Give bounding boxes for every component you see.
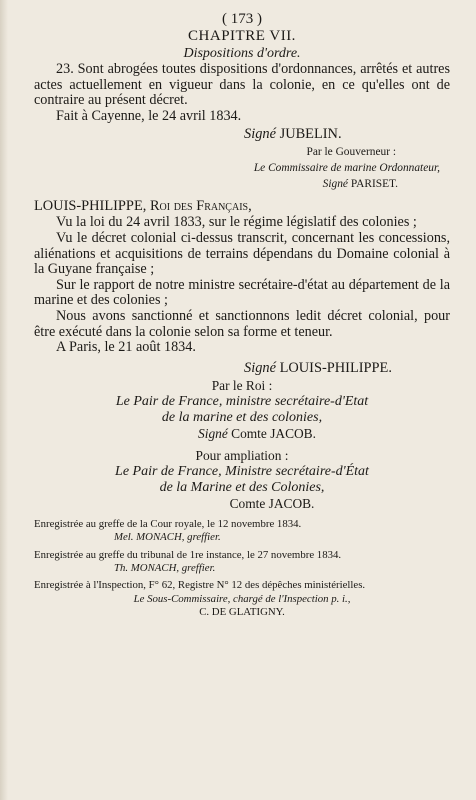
ampliation-name: Comte JACOB.: [229, 495, 315, 511]
signature-jubelin: [34, 124, 450, 144]
commissaire-role: Le Commissaire de marine Ordonnateur,: [253, 162, 440, 175]
by-king: Par le Roi :: [211, 377, 273, 393]
page-gutter: [0, 0, 8, 800]
by-governor: Par le Gouverneur :: [306, 146, 396, 159]
signer-name: LOUIS-PHILIPPE.: [279, 359, 392, 376]
registration-inspection: Enregistrée à l'Inspection, F° 62, Registre N° 12 des dépêches ministérielles.: [34, 579, 366, 592]
king-title: Roi des Français,: [149, 198, 252, 215]
signer-name: PARISET.: [350, 178, 398, 191]
registration-inspection-sign: Le Sous-Commissaire, chargé de l'Inspection p. i.,: [133, 592, 351, 605]
fait-line: Fait à Cayenne, le 24 avril 1834.: [56, 107, 242, 124]
signed-label: Signé: [322, 178, 348, 191]
signature-louis-philippe: [34, 358, 450, 378]
ampliation-role-line-2: de la Marine et des Colonies,: [159, 479, 325, 495]
page-number: ( 173 ): [222, 11, 262, 27]
signature-jacob: [34, 426, 450, 442]
registration-inspection-name: C. DE GLATIGNY.: [199, 606, 285, 619]
minister-role-line-1: Le Pair de France, ministre secrétaire-d'Etat: [115, 393, 369, 409]
recital-2: Vu le décret colonial ci-dessus transcrit, concernant les concessions, aliénations et acquisitions de terrains dépendans du Domaine colonial à la Guyane française ;: [34, 229, 450, 278]
article-23: 23. Sont abrogées toutes dispositions d'ordonnances, arrêtés et autres actes actuellement en vigueur dans la colonie, en ce qu'elles ont de contraire au présent décret.: [34, 61, 450, 109]
registration-cour-royale-sign: Mel. MONACH, greffier.: [114, 531, 221, 544]
king-name: LOUIS-PHILIPPE,: [34, 198, 147, 215]
registration-tribunal: Enregistrée au greffe du tribunal de 1re instance, le 27 novembre 1834.: [34, 548, 342, 561]
signed-label: Signé: [198, 425, 228, 441]
recital-4: Nous avons sanctionné et sanctionnons ledit décret colonial, pour être exécuté dans la colonie selon sa forme et teneur.: [34, 307, 450, 340]
signature-pariset: [34, 176, 450, 192]
paris-line: A Paris, le 21 août 1834.: [56, 339, 196, 356]
ampliation-role-line-1: Le Pair de France, Ministre secrétaire-d'État: [115, 463, 369, 479]
registration-cour-royale: Enregistrée au greffe de la Cour royale, le 12 novembre 1834.: [34, 517, 302, 530]
ampliation-label: Pour ampliation :: [195, 447, 289, 463]
signer-name: Comte JACOB.: [231, 425, 316, 441]
registration-tribunal-sign: Th. MONACH, greffier.: [114, 561, 216, 574]
recital-1: Vu la loi du 24 avril 1833, sur le régime législatif des colonies ;: [56, 214, 417, 231]
signed-label: Signé: [244, 126, 276, 143]
signer-name: JUBELIN.: [279, 126, 342, 143]
minister-role-line-2: de la marine et des colonies,: [161, 409, 323, 425]
recital-3: Sur le rapport de notre ministre secrétaire-d'état au département de la marine et des colonies ;: [34, 276, 450, 309]
chapter-title: CHAPITRE VII.: [188, 28, 296, 44]
chapter-subtitle: Dispositions d'ordre.: [183, 46, 301, 61]
king-heading: [34, 198, 450, 215]
signed-label: Signé: [244, 359, 276, 376]
